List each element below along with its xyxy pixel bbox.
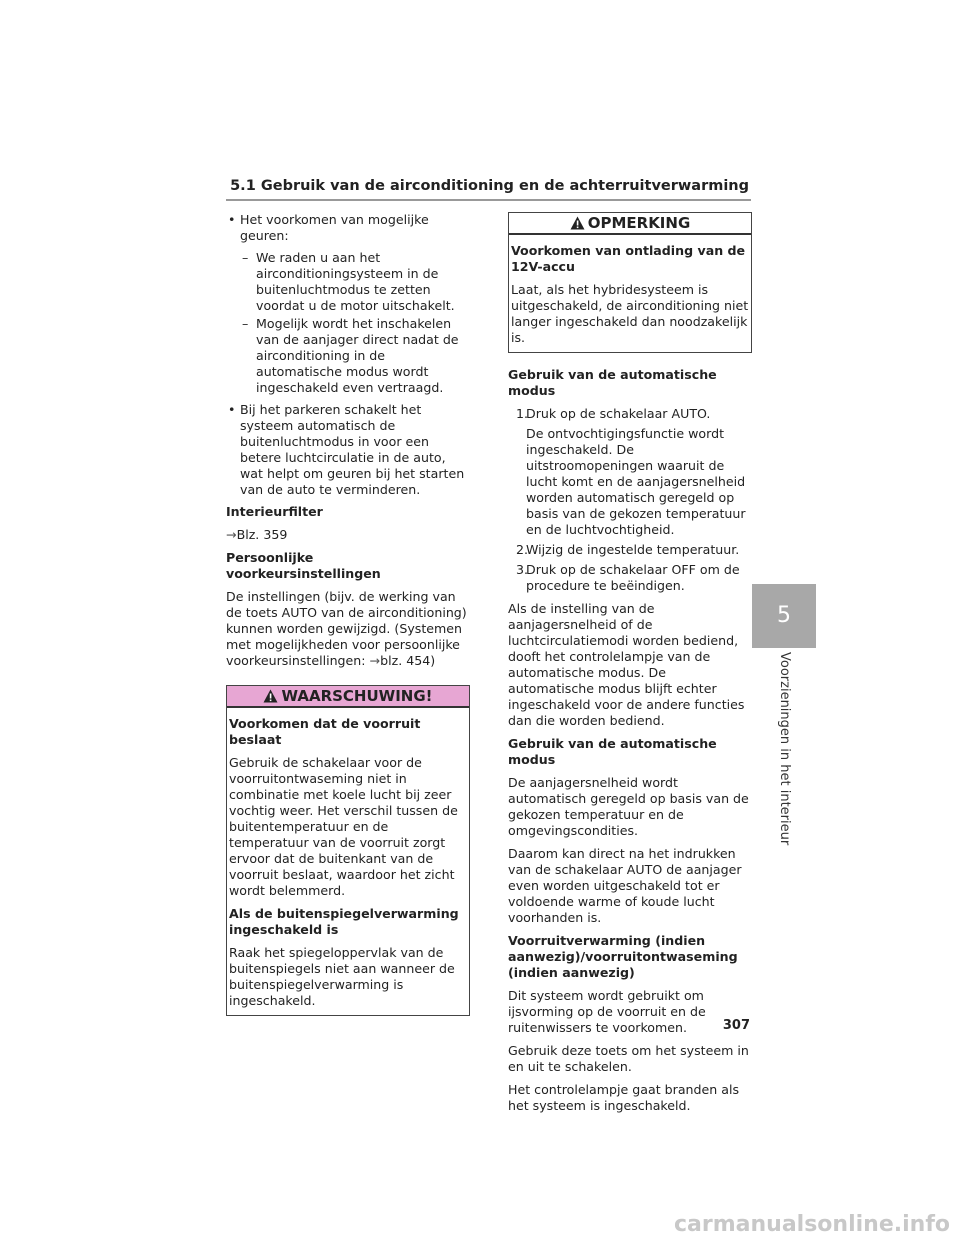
warning-heading: Voorkomen dat de voorruit beslaat (229, 716, 421, 747)
step-1-detail: De ontvochtigingsfunctie wordt ingeschakeld. De uitstroomopeningen waaruit de lucht komt en de aanjagersnelheid worden automatisch geregeld op basis van de gekozen temperatuur en de luchtvochtigheid. (526, 426, 746, 537)
chapter-tab: 5 (752, 584, 816, 648)
paragraph: Dit systeem wordt gebruikt om ijsvorming op de voorruit en de ruitenwissers te voorkomen. (508, 988, 706, 1035)
ref-pref-link[interactable]: blz. 454) (380, 653, 436, 668)
paragraph: Als de instelling van de aanjagersnelheid of de luchtcirculatiemodi worden bediend, dooft het controlelampje van de automatische modus. De automatische modus blijft echter ingeschakeld voor de andere functies dan die worden bediend. (508, 601, 745, 728)
note-title: OPMERKING (587, 214, 691, 232)
section-title: 5.1 Gebruik van de airconditioning en de achterruitverwarming (230, 178, 749, 194)
dash-item: – We raden u aan het airconditioningsysteem in de buitenluchtmodus te zetten voordat u de motor uitschakelt. (226, 250, 470, 314)
chapter-label (772, 652, 798, 846)
warning-header (227, 686, 469, 708)
arrow-icon: → (369, 653, 381, 668)
warning-box (226, 685, 470, 1016)
note-heading: Voorkomen van ontlading van de 12V-accu (511, 243, 746, 274)
warning-title: WAARSCHUWING! (281, 687, 433, 705)
paragraph: De aanjagersnelheid wordt automatisch geregeld op basis van de gekozen temperatuur en de omgevingscondities. (508, 775, 749, 838)
step-1 (508, 406, 752, 422)
step-number: 1. (516, 406, 529, 421)
step-2 (508, 542, 752, 558)
arrow-icon: → (226, 527, 237, 542)
running-header (226, 178, 751, 194)
warning-body (227, 708, 469, 1015)
watermark: carmanualsonline.info (674, 1212, 950, 1237)
caution-icon (570, 215, 585, 235)
heading-interior-filter: Interieurfilter (226, 504, 323, 519)
heading-auto-mode-2: Gebruik van de automatische modus (508, 736, 717, 767)
note-body (509, 235, 751, 352)
step-3 (508, 562, 752, 594)
step-number: 3. (516, 562, 529, 577)
heading-auto-mode: Gebruik van de automatische modus (508, 367, 717, 398)
bullet-odors (226, 212, 470, 244)
paragraph: Daarom kan direct na het indrukken van de schakelaar AUTO de aanjager even worden uitgeschakeld tot er voldoende warme of koude lucht voorhanden is. (508, 846, 742, 925)
ref-filter-link[interactable]: Blz. 359 (236, 527, 288, 542)
bullet-text: Het voorkomen van mogelijke geuren: (240, 212, 429, 243)
step-text: Wijzig de ingestelde temperatuur. (526, 542, 740, 557)
warning-text: Gebruik de schakelaar voor de voorruitontwaseming niet in combinatie met koele lucht bij zeer vochtig weer. Het verschil tussen de buitentemperatuur en de temperatuur van de voorruit zorgt ervoor dat de buitenkant van de voorruit beslaat, waardoor het zicht wordt belemmerd. (229, 755, 458, 898)
heading-personal-settings: Persoonlijke voorkeursinstellingen (226, 550, 381, 581)
ref-filter[interactable] (226, 527, 470, 543)
warning-icon (263, 688, 278, 708)
paragraph: Gebruik deze toets om het systeem in en uit te schakelen. (508, 1043, 749, 1074)
step-text: Druk op de schakelaar AUTO. (526, 406, 711, 421)
warning-text: Raak het spiegeloppervlak van de buitenspiegels niet aan wanneer de buitenspiegelverwarming is ingeschakeld. (229, 945, 455, 1008)
step-text: Druk op de schakelaar OFF om de procedure te beëindigen. (526, 562, 740, 593)
bullet-parking: • Bij het parkeren schakelt het systeem automatisch de buitenluchtmodus in voor een betere luchtcirculatie in de auto, wat helpt om geuren bij het starten van de auto te verminderen. (226, 402, 470, 498)
heading-defrost: Voorruitverwarming (indien aanwezig)/voorruitontwaseming (indien aanwezig) (508, 933, 738, 980)
page-number: 307 (722, 1018, 750, 1033)
header-rule (226, 199, 751, 201)
right-column (508, 212, 752, 1121)
paragraph: Het controlelampje gaat branden als het systeem is ingeschakeld. (508, 1082, 740, 1113)
warning-heading: Als de buitenspiegelverwarming ingeschakeld is (229, 906, 459, 937)
dash-item: – Mogelijk wordt het inschakelen van de aanjager direct nadat de airconditioning in de automatische modus wordt ingeschakeld even vertraagd. (226, 316, 470, 396)
pref-text: De instellingen (bijv. de werking van de toets AUTO van de airconditioning) kunnen worden gewijzigd. (Systemen met mogelijkheden voor persoonlijke voorkeursinstellingen: (226, 589, 467, 668)
note-header (509, 213, 751, 235)
step-number: 2. (516, 542, 529, 557)
personal-settings-text (226, 589, 470, 669)
left-column (226, 212, 470, 1016)
note-text: Laat, als het hybridesysteem is uitgeschakeld, de airconditioning niet langer ingeschakeld dan noodzakelijk is. (511, 282, 749, 345)
note-box (508, 212, 752, 353)
chapter-label-text: Voorzieningen in het interieur (777, 652, 792, 846)
